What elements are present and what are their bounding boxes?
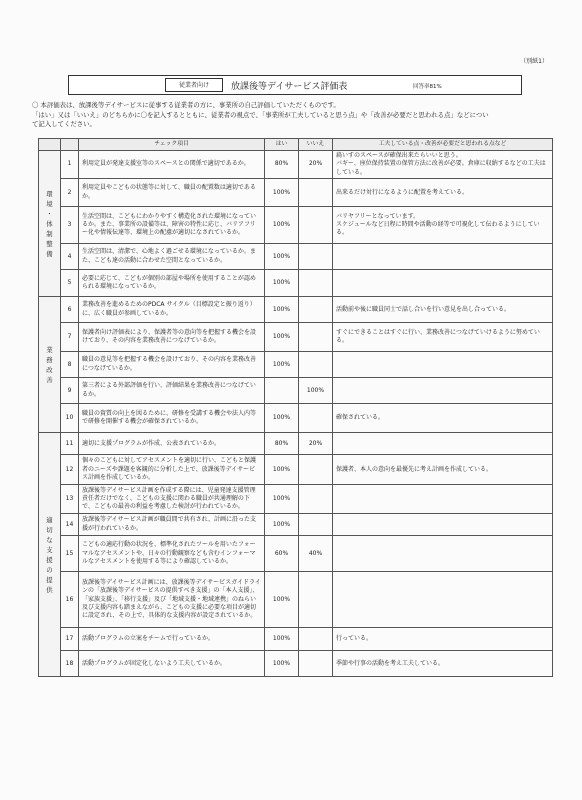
no-percentage: 40% (299, 536, 333, 572)
item-number: 2 (61, 179, 79, 207)
item-number: 7 (61, 323, 79, 352)
yes-percentage: 100% (265, 244, 299, 270)
intro-line-1: 〇 本評価表は、放課後等デイサービスに従事する従業者の方に、事業所の自己評価していただくものです。 (32, 101, 340, 109)
yes-percentage: 100% (265, 485, 299, 514)
item-number: 16 (61, 572, 79, 628)
check-item-text: 業務改善を進めるためのPDCA サイクル（目標設定と振り返り）に、広く職員が参画しているか。 (79, 297, 265, 323)
note-text: 扁いすのスペースが確保出来たらいいと思う。 バギー、座位保持装置の保管方法に改善が必要。倉庫に収納するなどの工夫はしている。 (333, 151, 553, 179)
item-number: 12 (61, 455, 79, 485)
table-row (39, 514, 553, 536)
check-item-text: 放課後等デイサービス計画を作成する際には、児童発達支援管理責任者だけでなく、こどもの支援に関わる職員が共通理解の下で、こどもの最善の利益を考慮した検討が行われているか。 (79, 485, 265, 514)
item-number: 4 (61, 244, 79, 270)
check-item-text: 職員の意見等を把握する機会を設けており、その内容を業務改善につなげているか。 (79, 352, 265, 378)
header-category (39, 139, 61, 151)
no-percentage (299, 485, 333, 514)
table-row (39, 404, 553, 433)
table-row (39, 297, 553, 323)
no-percentage (299, 352, 333, 378)
no-percentage (299, 270, 333, 297)
table-body (39, 151, 553, 677)
annex-label: （別紙1） (520, 58, 548, 65)
yes-percentage: 100% (265, 352, 299, 378)
check-item-text: 放課後等デイサービス計画が職員間で共有され、計画に沿った支援が行われているか。 (79, 514, 265, 536)
note-text: すぐにできることはすぐに行い、業務改善につなげていけるように努めている。 (333, 323, 553, 352)
check-item-text: 第三者による外部評価を行い、評価結果を業務改善につなげているか。 (79, 378, 265, 404)
yes-percentage: 80% (265, 151, 299, 179)
note-text (333, 378, 553, 404)
check-item-text: 利用定員が発達支援室等のスペースとの関係で適切であるか。 (79, 151, 265, 179)
no-percentage (299, 179, 333, 207)
table-header-row (39, 139, 553, 151)
yes-percentage: 100% (265, 270, 299, 297)
yes-percentage: 100% (265, 297, 299, 323)
intro-line-3: て記入してください。 (32, 120, 96, 129)
audience-badge: 従業者向け (165, 78, 223, 92)
item-number: 5 (61, 270, 79, 297)
yes-percentage: 100% (265, 572, 299, 628)
no-percentage (299, 514, 333, 536)
item-number: 13 (61, 485, 79, 514)
check-item-text: 活動プログラムの立案をチームで行っているか。 (79, 628, 265, 651)
no-percentage (299, 207, 333, 244)
note-text (333, 352, 553, 378)
note-text: 保護者、本人の意向を最優先に考え計画を作成している。 (333, 455, 553, 485)
table-row (39, 352, 553, 378)
category-cell: 環 境 ・ 体 制 整 備 (39, 151, 61, 297)
note-text: 季節や行事の活動を考え工夫している。 (333, 651, 553, 677)
header-number (61, 139, 79, 151)
item-number: 10 (61, 404, 79, 433)
check-item-text: 放課後等デイサービス計画には、放課後等デイサービスガイドラインの「放課後等デイサービスの提供すべき支援」の「本人支援」、「家族支援」、「移行支援」及び「地域支援・地域連携」のねらい及び支援内容も踏まえながら、こどもの支援に必要な項目が適切に設定され、その上で、具体的な支援内容が設定されているか。 (79, 572, 265, 628)
note-text: 活動前や後に職員同士で話し合いを行い意見を出し合っている。 (333, 297, 553, 323)
item-number: 17 (61, 628, 79, 651)
item-number: 8 (61, 352, 79, 378)
check-item-text: 職員の資質の向上を図るために、研修を受講する機会や法人内等で研修を開催する機会が確保されているか。 (79, 404, 265, 433)
no-percentage (299, 323, 333, 352)
no-percentage (299, 404, 333, 433)
page-title: 放課後等デイサービス評価表 (231, 82, 348, 92)
table-row (39, 628, 553, 651)
yes-percentage: 100% (265, 455, 299, 485)
no-percentage (299, 628, 333, 651)
item-number: 3 (61, 207, 79, 244)
table-row (39, 433, 553, 455)
response-rate: 回答率81% (413, 84, 442, 90)
note-text (333, 536, 553, 572)
check-item-text: こどもの適応行動の状況を、標準化されたツールを用いたフォーマルなアセスメントや、日々の行動観察なども含むインフォーマルなアセスメントを使用する等により確認しているか。 (79, 536, 265, 572)
table-row (39, 323, 553, 352)
check-item-text: 利用定員やこどもの状態等に対して、職員の配置数は適切であるか。 (79, 179, 265, 207)
no-percentage (299, 244, 333, 270)
table-row (39, 244, 553, 270)
item-number: 18 (61, 651, 79, 677)
note-text (333, 270, 553, 297)
check-item-text: 生活空間は、清潔で、心地よく過ごせる環境になっているか。また、こども達の活動に合わせた空間となっているか。 (79, 244, 265, 270)
table-row (39, 179, 553, 207)
no-percentage: 20% (299, 433, 333, 455)
check-item-text: 生活空間は、こどもにわかりやすく構造化された環境になっているか。また、事業所の設備等は、障害の特性に応じ、バリアフリー化や情報伝達等、環境上の配慮が適切になされているか。 (79, 207, 265, 244)
item-number: 15 (61, 536, 79, 572)
yes-percentage: 100% (265, 323, 299, 352)
title-box (68, 75, 522, 95)
no-percentage: 100% (299, 378, 333, 404)
table-row (39, 151, 553, 179)
check-item-text: 個々のこどもに対してアセスメントを適切に行い、こどもと保護者のニーズや課題を客観的に分析した上で、放課後等デイサービス計画を作成しているか。 (79, 455, 265, 485)
yes-percentage: 60% (265, 536, 299, 572)
no-percentage (299, 572, 333, 628)
header-notes: 工夫している点・改善が必要だと思われる点など (333, 139, 553, 151)
header-no: いいえ (299, 139, 333, 151)
item-number: 9 (61, 378, 79, 404)
no-percentage (299, 651, 333, 677)
no-percentage (299, 297, 333, 323)
table-row (39, 378, 553, 404)
check-item-text: 活動プログラムが固定化しないよう工夫しているか。 (79, 651, 265, 677)
note-text: バリヤフリーとなっています。 スケジュールなど日程に時間や活動の経等で可視化して伝わるようにしている。 (333, 207, 553, 244)
table-row (39, 485, 553, 514)
yes-percentage: 100% (265, 628, 299, 651)
no-percentage: 20% (299, 151, 333, 179)
header-yes: はい (265, 139, 299, 151)
note-text (333, 485, 553, 514)
yes-percentage: 100% (265, 514, 299, 536)
table-row (39, 455, 553, 485)
check-item-text: 必要に応じて、こどもが個別の部屋や場所を使用することが認められる環境になっているか。 (79, 270, 265, 297)
note-text (333, 433, 553, 455)
yes-percentage (265, 378, 299, 404)
check-item-text: 保護者向け評価表により、保護者等の意向等を把握する機会を設けており、その内容を業務改善につなげているか。 (79, 323, 265, 352)
check-item-text: 適切に支援プログラムが作成、公表されているか。 (79, 433, 265, 455)
category-cell: 適 切 な 支 援 の 提 供 (39, 433, 61, 677)
item-number: 11 (61, 433, 79, 455)
table-row (39, 572, 553, 628)
yes-percentage: 100% (265, 404, 299, 433)
table-row (39, 536, 553, 572)
table-row (39, 270, 553, 297)
intro-text (32, 101, 552, 130)
evaluation-table (38, 138, 553, 677)
table-row (39, 207, 553, 244)
note-text: 出来るだけ対行になるように配置を考えている。 (333, 179, 553, 207)
note-text: 確保されている。 (333, 404, 553, 433)
item-number: 1 (61, 151, 79, 179)
intro-line-2: 「はい」又は「いいえ」のどちらかに〇を記入するとともに、従業者の視点で、「事業所が工夫していると思う点」や「改善が必要だと思われる点」などについ (32, 110, 489, 119)
note-text (333, 572, 553, 628)
item-number: 14 (61, 514, 79, 536)
table-row (39, 651, 553, 677)
note-text (333, 514, 553, 536)
no-percentage (299, 455, 333, 485)
yes-percentage: 80% (265, 433, 299, 455)
item-number: 6 (61, 297, 79, 323)
note-text: 行っている。 (333, 628, 553, 651)
note-text (333, 244, 553, 270)
header-check-item: チェック項目 (79, 139, 265, 151)
yes-percentage: 100% (265, 651, 299, 677)
category-cell: 業 務 改 善 (39, 297, 61, 433)
yes-percentage: 100% (265, 207, 299, 244)
yes-percentage: 100% (265, 179, 299, 207)
